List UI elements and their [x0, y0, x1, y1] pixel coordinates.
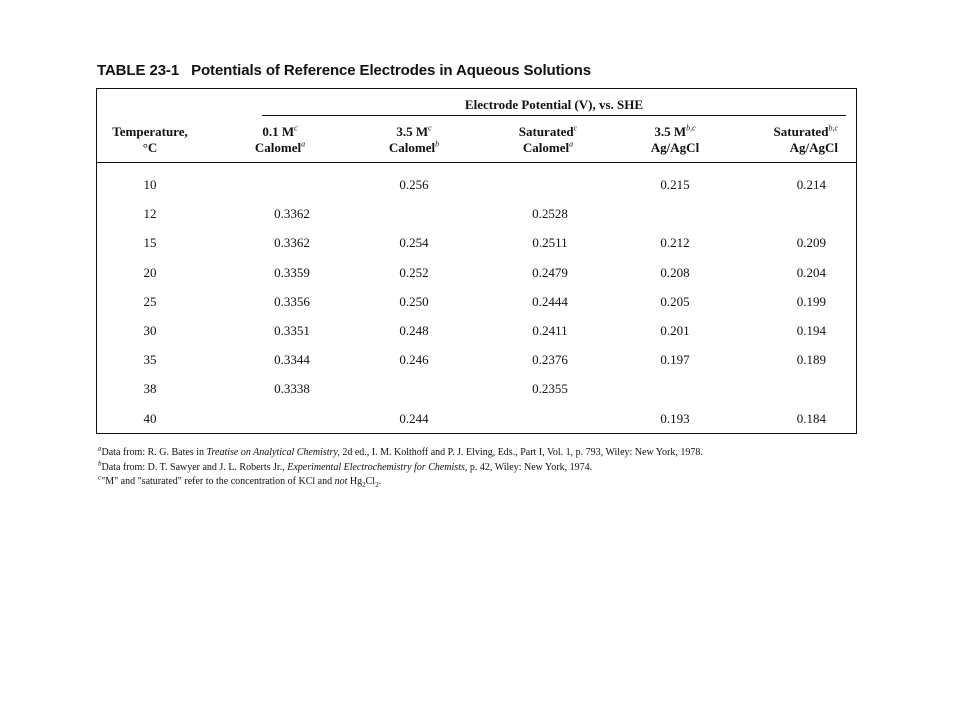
cell-saturated-ag-agcl: 0.209 [796, 235, 826, 251]
cell-saturated-calomel: 0.2355 [532, 381, 568, 397]
footnote-a: $^a$Data from: R. G. Bates in Treatise on Analytical Chemistry, 2d ed., I. M. Kolthoff and P. J. Elving, Eds., Part I, Vol. 1, p. 793, Wiley: New York, 1978. [98, 444, 703, 458]
cell-saturated-ag-agcl: 0.194 [796, 323, 826, 338]
cell-3-5m-ag-agcl: 0.197 [660, 352, 690, 368]
table-number: TABLE 23-1 [97, 62, 180, 79]
cell-0-1m-calomel: 0.3362 [274, 206, 310, 222]
cell-0-1m-calomel: 0.3338 [274, 381, 310, 397]
footnote-c: $^c$"M" and "saturated" refer to the concentration of KCl and not $Hg_2Cl_2$. [98, 473, 382, 489]
cell-3-5m-calomel: 0.252 [399, 264, 429, 280]
cell-3-5m-calomel: 0.244 [399, 410, 429, 426]
table-caption: Potentials of Reference Electrodes in Aqueous Solutions [191, 62, 591, 79]
column-group-header: Electrode Potential (V), vs. SHE [464, 97, 644, 112]
cell-temperature: 15 [143, 235, 157, 251]
footnote-b: $^b$Data from: D. T. Sawyer and J. L. Roberts Jr., Experimental Electrochemistry for Chemists, p. 42, Wiley: New York, 1974. [98, 459, 593, 473]
cell-saturated-calomel: 0.2376 [532, 352, 568, 368]
column-header-temperature: Temperature, °C [112, 124, 188, 155]
cell-3-5m-ag-agcl: 0.212 [660, 235, 690, 251]
column-header-saturated-calomel: Saturated$^c$ Calomel$^a$ [518, 123, 578, 155]
cell-3-5m-calomel: 0.248 [399, 323, 429, 338]
cell-0-1m-calomel: 0.3351 [274, 323, 310, 338]
cell-3-5m-ag-agcl: 0.215 [660, 177, 690, 192]
cell-3-5m-ag-agcl: 0.201 [660, 323, 690, 338]
column-header-3-5m-calomel: 3.5 $M^c$ Calomel$^b$ [388, 123, 440, 155]
cell-saturated-calomel: 0.2511 [532, 235, 568, 251]
cell-0-1m-calomel: 0.3344 [274, 352, 310, 368]
table-title [97, 62, 591, 79]
cell-saturated-ag-agcl: 0.204 [796, 264, 826, 280]
cell-3-5m-ag-agcl: 0.208 [660, 264, 690, 280]
cell-saturated-ag-agcl: 0.199 [796, 293, 826, 309]
footnotes [98, 446, 703, 493]
column-header-3-5m-ag-agcl: 3.5 M$^{b,c}$ Ag/AgCl [650, 123, 700, 155]
cell-saturated-calomel: 0.2411 [532, 323, 568, 338]
cell-saturated-calomel: 0.2528 [532, 206, 568, 222]
cell-saturated-ag-agcl: 0.184 [796, 410, 826, 426]
cell-saturated-ag-agcl: 0.189 [796, 352, 826, 368]
cell-0-1m-calomel: 0.3356 [274, 293, 310, 309]
cell-saturated-calomel: 0.2479 [532, 264, 568, 280]
cell-3-5m-calomel: 0.246 [399, 352, 429, 368]
cell-saturated-calomel: 0.2444 [532, 293, 568, 309]
cell-temperature: 25 [143, 293, 157, 309]
cell-3-5m-calomel: 0.250 [399, 293, 429, 309]
cell-temperature: 40 [143, 410, 157, 426]
cell-saturated-ag-agcl: 0.214 [796, 177, 826, 192]
cell-temperature: 20 [143, 264, 157, 280]
cell-temperature: 38 [143, 381, 157, 397]
column-group-rule [262, 115, 846, 116]
cell-3-5m-ag-agcl: 0.205 [660, 293, 690, 309]
cell-3-5m-calomel: 0.256 [399, 177, 429, 192]
header-rule [97, 162, 856, 163]
cell-0-1m-calomel: 0.3359 [274, 264, 310, 280]
cell-temperature: 10 [143, 177, 157, 192]
cell-3-5m-ag-agcl: 0.193 [660, 410, 690, 426]
cell-temperature: 12 [143, 206, 157, 222]
column-header-0-1m-calomel: 0.1 $M^c$ Calomel$^a$ [254, 123, 306, 155]
cell-temperature: 30 [143, 323, 157, 338]
cell-0-1m-calomel: 0.3362 [274, 235, 310, 251]
cell-temperature: 35 [143, 352, 157, 368]
cell-3-5m-calomel: 0.254 [399, 235, 429, 251]
column-header-saturated-ag-agcl: Saturated$^{b,c}$ Ag/AgCl [773, 123, 838, 155]
